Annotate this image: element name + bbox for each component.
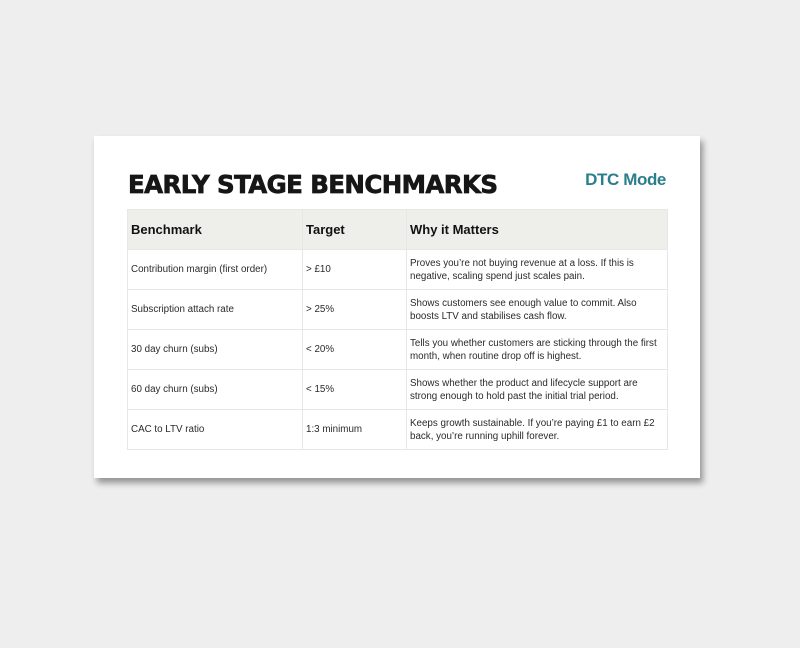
target-cell: > 25% (303, 290, 407, 330)
target-cell: 1:3 minimum (303, 410, 407, 450)
target-cell: > £10 (303, 250, 407, 290)
benchmarks-table (127, 209, 668, 450)
target-cell: < 15% (303, 370, 407, 410)
brand-logo: DTC Mode (585, 170, 666, 189)
benchmark-cell: CAC to LTV ratio (128, 410, 303, 450)
table-row (128, 290, 668, 330)
column-header-why-it-matters: Why it Matters (407, 210, 668, 250)
table-row (128, 250, 668, 290)
benchmark-cell: Contribution margin (first order) (128, 250, 303, 290)
table-row (128, 410, 668, 450)
page-title: EARLY STAGE BENCHMARKS (128, 170, 498, 199)
table-row (128, 330, 668, 370)
table-header-row (128, 210, 668, 250)
benchmark-cell: 60 day churn (subs) (128, 370, 303, 410)
benchmark-card (94, 136, 700, 478)
table-row (128, 370, 668, 410)
column-header-benchmark: Benchmark (128, 210, 303, 250)
benchmark-cell: Subscription attach rate (128, 290, 303, 330)
why-it-matters-cell: Keeps growth sustainable. If you’re paying £1 to earn £2 back, you’re running uphill forever. (407, 410, 668, 450)
why-it-matters-cell: Shows whether the product and lifecycle support are strong enough to hold past the initial trial period. (407, 370, 668, 410)
target-cell: < 20% (303, 330, 407, 370)
why-it-matters-cell: Shows customers see enough value to commit. Also boosts LTV and stabilises cash flow. (407, 290, 668, 330)
why-it-matters-cell: Proves you’re not buying revenue at a loss. If this is negative, scaling spend just scales pain. (407, 250, 668, 290)
benchmark-cell: 30 day churn (subs) (128, 330, 303, 370)
why-it-matters-cell: Tells you whether customers are sticking through the first month, when routine drop off is highest. (407, 330, 668, 370)
column-header-target: Target (303, 210, 407, 250)
